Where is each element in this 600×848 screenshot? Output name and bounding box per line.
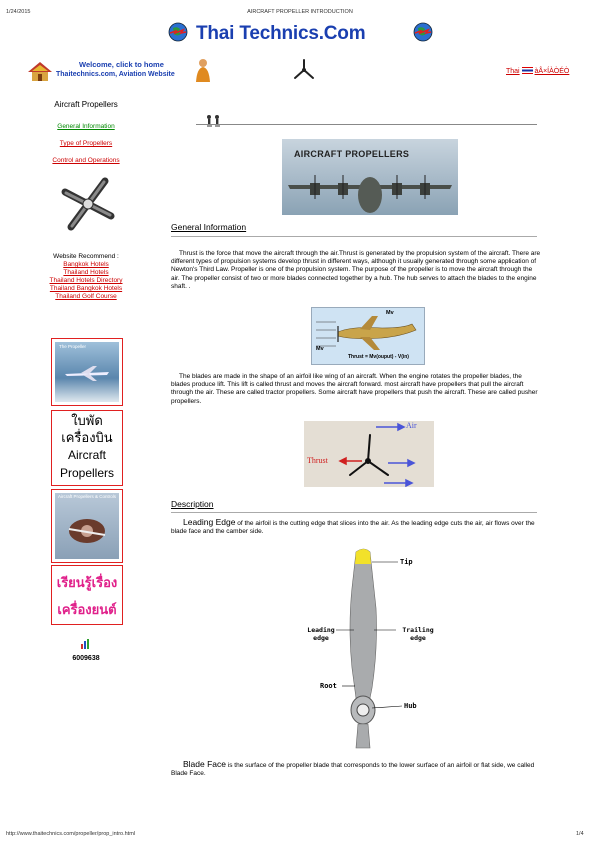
thrust-formula: Thrust = Mv(ouput) - V(in) [348,354,409,360]
counter-bars-icon [80,636,90,646]
book3-title: Aircraft Propellers & Controls [57,494,117,499]
globe-icon [413,22,433,42]
recommend-link[interactable] [20,261,152,269]
description-heading: Description [171,499,214,509]
nav-type-label[interactable]: Type of Propellers [59,140,113,147]
book2-en-line1: Aircraft [67,448,106,462]
recommend-link[interactable] [20,285,152,293]
monk-figure-icon [194,58,212,82]
propeller-blade-diagram [298,548,448,756]
hero-aircraft-propellers-image [282,139,458,215]
nav-general-label[interactable]: General Information [57,123,115,130]
recommend-link[interactable] [20,293,152,301]
nav-type-of-propellers[interactable] [20,140,152,148]
thai-flag-icon [522,67,533,74]
book-cover-aircraft-propellers-controls[interactable] [51,489,123,563]
print-date: 1/24/2015 [6,9,31,15]
book4-line2: เครื่องยนต์ [57,602,117,617]
leading-edge-paragraph [171,518,541,536]
print-footer-page: 1/4 [576,831,584,837]
blade-tip-label: Tip [400,558,413,566]
print-title: AIRCRAFT PROPELLER INTRODUCTION [247,9,353,15]
leading-line2: edge [313,634,329,642]
propeller-thrust-diagram [304,421,434,487]
blade-face-paragraph [171,760,541,778]
thai-language-link[interactable] [506,67,569,75]
blade-root-label: Root [320,682,337,690]
book4-line1: เรียนรู้เรื่อง [56,575,118,590]
recommend-hotels-directory[interactable]: Thailand Hotels Directory [49,277,123,284]
globe-icon [168,22,188,42]
print-footer-url: http://www.thaitechnics.com/propeller/prop_intro.html [6,831,136,837]
thai-link-text[interactable]: Thai [506,68,520,75]
book2-thai-line2: เครื่องบิน [61,430,113,445]
nav-general-information[interactable] [20,123,152,131]
recommend-bangkok-hotels-2[interactable]: Thailand Bangkok Hotels [49,285,123,292]
blade-face-text: is the surface of the propeller blade that corresponds to the lower surface of an airfoil or flat side, we called Blade Face. [171,762,535,778]
thai-temple-icon [26,60,54,82]
general-paragraph-1: Thrust is the force that move the aircraft through the air.Thrust is generated by the propulsion system of the aircraft. There are different types of propulsion systems develop thrust in different ways, although it usually generated through some application of Newton's Third Law. Propeller is one of the propulsion system. The purpose of the propeller is to move the aircraft through the air. The propeller consist of two or more blades connected together by a hub. The hub serves to attach the blades to the engine shaft. . [171,250,541,290]
trailing-line2: edge [410,634,426,642]
plane-label-mv-top: Mv [386,310,394,316]
book-cover-engine-learning[interactable] [51,565,123,625]
site-banner-title[interactable]: Thai Technics.Com [196,23,366,44]
book2-thai-line1: ใบพัด [71,413,103,428]
trailing-line1: Trailing [402,626,434,634]
book-cover-thai-propellers[interactable] [51,410,123,486]
general-divider [171,236,537,237]
hero-title: AIRCRAFT PROPELLERS [294,149,410,159]
air-label: Air [406,421,417,430]
description-divider [171,512,537,513]
blade-hub-label: Hub [404,702,417,710]
thrust-label: Thrust [307,456,328,465]
general-paragraph-2: The blades are made in the shape of an airfoil like wing of an aircraft. When the engine rotates the propeller blades, the blades produce lift. This lift is called thrust and moves the aircraft forward. most aircraft have propellers that pull the aircraft through the air. These are called tractor propellers. Some aircraft have propellers that push the aircraft. These are called pusher propellers. [171,373,538,405]
book3-cover-art [55,493,119,559]
top-divider [196,124,537,125]
book2-en-line2: Propellers [59,466,115,480]
blade-leading-edge-label [302,626,340,642]
recommend-bangkok-hotels[interactable]: Bangkok Hotels [63,261,109,268]
leading-edge-term: Leading Edge [183,517,236,527]
plane-label-mv-bottom: Mv [316,346,324,352]
book-cover-propeller[interactable] [51,338,123,406]
sidebar-title: Aircraft Propellers [54,100,118,109]
four-blade-propeller-image [58,176,118,232]
recommend-link[interactable] [20,269,152,277]
propeller-icon [292,58,316,82]
nav-control-label[interactable]: Control and Operations [52,157,120,164]
birds-icon [204,113,222,129]
thai-garbled-text[interactable]: àÂ×ÍÀÒÉÒ [534,68,570,75]
book-cover-art [55,342,119,402]
welcome-line2: Thaitechnics.com, Aviation Website [56,71,175,78]
leading-line1: Leading [307,626,335,634]
visitor-counter: 6009638 [72,655,100,662]
recommend-link[interactable] [20,277,152,285]
home-link-banner[interactable] [26,58,214,84]
general-information-heading: General Information [171,222,247,232]
recommend-thailand-hotels[interactable]: Thailand Hotels [63,269,109,276]
leading-edge-text: of the airfoil is the cutting edge that slices into the air. As the leading edge cuts the air, air flows over the blade face and the camber side. [171,520,535,536]
nav-control-operations[interactable] [20,157,152,165]
blade-trailing-edge-label [396,626,440,642]
thrust-airplane-diagram [311,307,425,365]
welcome-line1: Welcome, click to home [79,60,164,69]
recommend-golf-course[interactable]: Thailand Golf Course [55,293,117,300]
book1-title: The Propeller [59,344,87,349]
blade-face-term: Blade Face [183,759,226,769]
recommend-title: Website Recommend : [53,253,119,260]
